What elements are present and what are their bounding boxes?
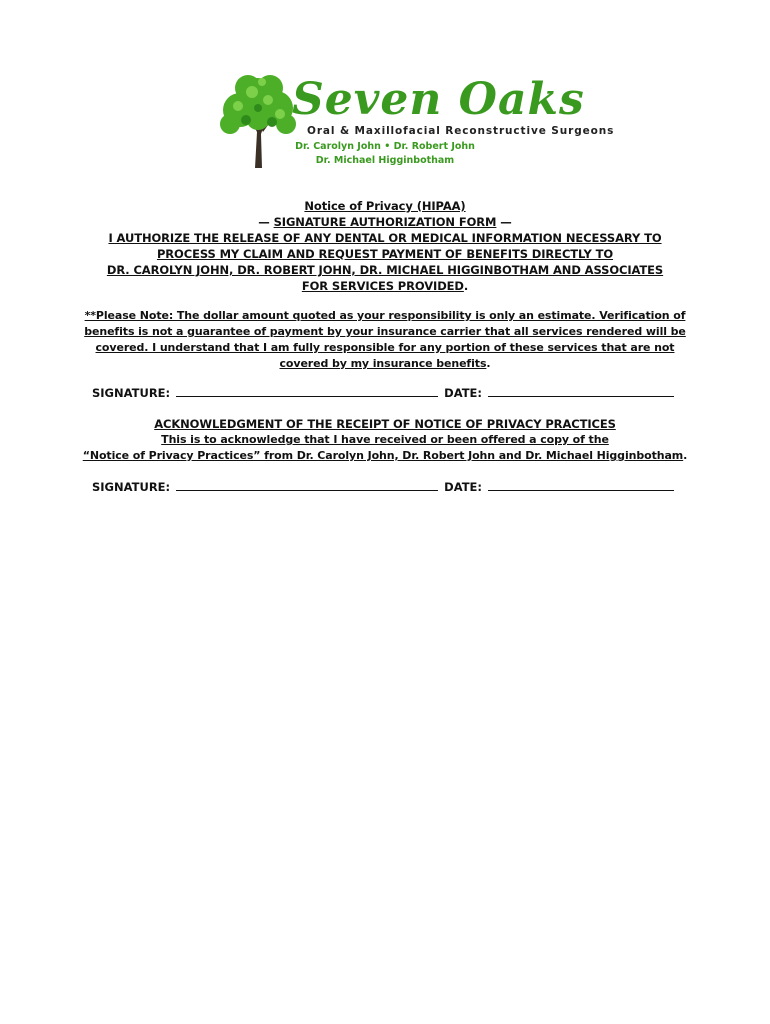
signature-field[interactable]: [176, 386, 438, 397]
authorization-line-4: FOR SERVICES PROVIDED: [301, 279, 464, 293]
brand-name: Seven Oaks: [292, 74, 585, 125]
date-label-2: DATE:: [444, 480, 483, 494]
authorization-line-4-row: [0, 279, 770, 293]
subtitle-suffix: —: [496, 215, 512, 229]
signature-row-1: [92, 386, 676, 400]
authorization-end: .: [463, 279, 469, 293]
signature-field-2[interactable]: [176, 480, 438, 491]
form-subtitle-row: [0, 215, 770, 229]
signature-row-2: [92, 480, 676, 494]
date-label: DATE:: [444, 386, 483, 400]
acknowledgment-line-1: This is to acknowledge that I have received or been offered a copy of the: [161, 433, 609, 446]
authorization-line-3: DR. CAROLYN JOHN, DR. ROBERT JOHN, DR. MICHAEL HIGGINBOTHAM AND ASSOCIATES: [106, 263, 664, 277]
date-field-2[interactable]: [488, 480, 674, 491]
signature-label-2: SIGNATURE:: [92, 480, 171, 494]
form-subtitle: SIGNATURE AUTHORIZATION FORM: [273, 215, 497, 229]
note-line-4-row: [0, 357, 770, 370]
authorization-line-1: I AUTHORIZE THE RELEASE OF ANY DENTAL OR MEDICAL INFORMATION NECESSARY TO: [108, 231, 662, 245]
note-line-2: benefits is not a guarantee of payment by your insurance carrier that all services rendered will be: [84, 325, 686, 338]
note-line-4: covered by my insurance benefits: [279, 357, 487, 370]
note-line-1: **Please Note: The dollar amount quoted as your responsibility is only an estimate. Verification of: [84, 309, 686, 322]
note-end: .: [486, 357, 491, 370]
authorization-line-2: PROCESS MY CLAIM AND REQUEST PAYMENT OF BENEFITS DIRECTLY TO: [156, 247, 614, 261]
brand-tagline: Oral & Maxillofacial Reconstructive Surgeons: [307, 125, 615, 137]
doctors-line-2: Dr. Michael Higginbotham: [315, 155, 455, 166]
acknowledgment-title: ACKNOWLEDGMENT OF THE RECEIPT OF NOTICE OF PRIVACY PRACTICES: [154, 417, 616, 431]
date-field[interactable]: [488, 386, 674, 397]
acknowledgment-line-2-row: [0, 449, 770, 462]
subtitle-prefix: —: [258, 215, 274, 229]
note-line-3: covered. I understand that I am fully responsible for any portion of these services that are not: [95, 341, 675, 354]
signature-label: SIGNATURE:: [92, 386, 171, 400]
doctors-line-1: Dr. Carolyn John • Dr. Robert John: [295, 141, 475, 152]
acknowledgment-line-2: “Notice of Privacy Practices” from Dr. Carolyn John, Dr. Robert John and Dr. Michael Higginbotham: [82, 449, 684, 462]
acknowledgment-end: .: [683, 449, 688, 462]
form-title: Notice of Privacy (HIPAA): [304, 199, 466, 213]
